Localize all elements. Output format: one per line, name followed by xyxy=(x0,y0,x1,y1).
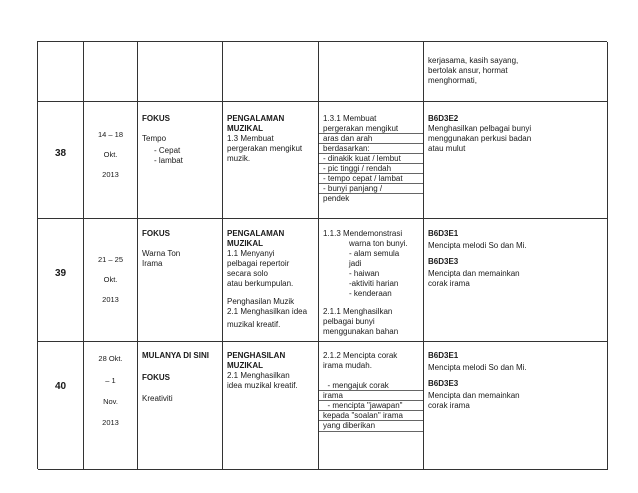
skill-text: Mencipta melodi So dan Mi. xyxy=(428,363,527,372)
outcome-line: - pic tinggi / rendah xyxy=(323,164,392,173)
date-cell xyxy=(84,42,138,102)
outcome-line: - haiwan xyxy=(349,269,380,278)
table-row xyxy=(38,42,608,102)
skill-text: atau mulut xyxy=(428,144,466,153)
standard-title: MUZIKAL xyxy=(227,239,263,248)
outcome-line: pergerakan mengikut xyxy=(323,124,399,133)
standard-title: PENGHASILAN xyxy=(227,351,286,360)
standard-cell xyxy=(223,342,319,470)
learning-outcome-cell xyxy=(319,219,424,342)
learning-outcome-cell xyxy=(319,42,424,102)
standard-title: PENGALAMAN xyxy=(227,229,285,238)
skill-code: B6D3E1 xyxy=(428,229,459,238)
skill-text: corak irama xyxy=(428,279,470,288)
outcome-line: pelbagai bunyi xyxy=(323,317,375,326)
standard-title: PENGALAMAN xyxy=(227,114,285,123)
date-line: Okt. xyxy=(103,275,118,284)
outcome-line: - alam semula xyxy=(349,249,400,258)
outcome-line: kepada "soalan" irama xyxy=(323,411,403,420)
focus-subtitle: Irama xyxy=(142,259,163,268)
skill-text: Mencipta dan memainkan xyxy=(428,391,520,400)
outcome-line: - dinakik kuat / lembut xyxy=(323,154,401,163)
core-value-line: bertolak ansur, hormat xyxy=(428,66,508,75)
skill-text: Mencipta melodi So dan Mi. xyxy=(428,241,527,250)
outcome-line: irama xyxy=(323,391,344,400)
outcome-line: 2.1.2 Mencipta corak xyxy=(323,351,398,360)
week-number: 39 xyxy=(54,268,67,279)
skill-code: B6D3E2 xyxy=(428,114,459,123)
standard-text: 2.1 Menghasilkan xyxy=(227,371,290,380)
standard-text: idea muzikal kreatif. xyxy=(227,381,298,390)
outcome-line: 2.1.1 Menghasilkan xyxy=(323,307,393,316)
standard-text: 2.1 Menghasilkan idea xyxy=(227,307,308,316)
week-number: 40 xyxy=(54,381,67,392)
standard-text: secara solo xyxy=(227,269,268,278)
standard-text: pergerakan mengikut xyxy=(227,144,303,153)
table-row xyxy=(38,102,608,219)
standard-title: MUZIKAL xyxy=(227,361,263,370)
outcome-line: - mengajuk corak xyxy=(323,381,389,390)
learning-outcome-cell xyxy=(319,102,424,219)
core-value-line: menghormati, xyxy=(428,76,477,85)
date-line: 21 – 25 xyxy=(97,255,124,264)
focus-item: - Cepat xyxy=(154,146,181,155)
core-value-cell xyxy=(424,42,608,102)
date-line: 28 Okt. xyxy=(98,354,123,363)
standard-text: atau berkumpulan. xyxy=(227,279,294,288)
date-line: 2013 xyxy=(102,295,119,304)
standard-text: 1.1 Menyanyi xyxy=(227,249,275,258)
standard-title: Penghasilan Muzik xyxy=(227,297,295,306)
outcome-line: 1.3.1 Membuat xyxy=(323,114,377,123)
focus-subtitle: Warna Ton xyxy=(142,249,181,258)
week-cell xyxy=(38,42,84,102)
date-line: Nov. xyxy=(103,397,118,406)
focus-cell xyxy=(138,219,223,342)
standard-cell xyxy=(223,42,319,102)
table-row xyxy=(38,342,608,470)
focus-item: - lambat xyxy=(154,156,183,165)
focus-cell xyxy=(138,342,223,470)
date-line: Okt. xyxy=(103,150,118,159)
divider xyxy=(319,431,423,432)
date-line: – 1 xyxy=(105,376,116,385)
date-line: 2013 xyxy=(102,170,119,179)
outcome-line: - kenderaan xyxy=(349,289,392,298)
standard-text: 1.3 Membuat xyxy=(227,134,274,143)
outcome-line: pendek xyxy=(323,194,350,203)
skill-text: corak irama xyxy=(428,401,470,410)
focus-cell xyxy=(138,42,223,102)
focus-title: FOKUS xyxy=(142,114,170,123)
outcome-line: - bunyi panjang / xyxy=(323,184,383,193)
outcome-line: - tempo cepat / lambat xyxy=(323,174,403,183)
outcome-line: - mencipta "jawapan" xyxy=(323,401,403,410)
standard-text: pelbagai repertoir xyxy=(227,259,290,268)
outcome-line: -aktiviti harian xyxy=(349,279,399,288)
focus-cell xyxy=(138,102,223,219)
learning-outcome-cell xyxy=(319,342,424,470)
week-cell xyxy=(38,102,84,219)
date-line: 2013 xyxy=(102,418,119,427)
skill-text: Menghasilkan pelbagai bunyi xyxy=(428,124,532,133)
core-value-line: kerjasama, kasih sayang, xyxy=(428,56,519,65)
lesson-plan-table xyxy=(37,41,607,469)
date-line: 14 – 18 xyxy=(97,130,124,139)
standard-text: muzik. xyxy=(227,154,251,163)
date-cell xyxy=(84,219,138,342)
focus-subtitle: Kreativiti xyxy=(142,394,173,403)
skill-code-cell xyxy=(424,342,608,470)
outcome-line: jadi xyxy=(349,259,362,268)
focus-title: FOKUS xyxy=(142,229,170,238)
skill-text: Mencipta dan memainkan xyxy=(428,269,520,278)
date-cell xyxy=(84,102,138,219)
skill-code: B6D3E1 xyxy=(428,351,459,360)
focus-title: FOKUS xyxy=(142,373,170,382)
standard-text: muzikal kreatif. xyxy=(227,320,281,329)
skill-code: B6D3E3 xyxy=(428,257,459,266)
skill-code: B6D3E3 xyxy=(428,379,459,388)
skill-code-cell xyxy=(424,219,608,342)
outcome-line: berdasarkan: xyxy=(323,144,370,153)
table-row xyxy=(38,219,608,342)
outcome-line: warna ton bunyi. xyxy=(349,239,408,248)
week-number: 38 xyxy=(54,148,67,159)
standard-title: MUZIKAL xyxy=(227,124,263,133)
week-cell xyxy=(38,219,84,342)
focus-subtitle: Tempo xyxy=(142,134,167,143)
outcome-line: menggunakan bahan xyxy=(323,327,399,336)
standard-cell xyxy=(223,219,319,342)
outcome-line: 1.1.3 Mendemonstrasi xyxy=(323,229,403,238)
week-cell xyxy=(38,342,84,470)
date-cell xyxy=(84,342,138,470)
outcome-line: irama mudah. xyxy=(323,361,372,370)
outcome-line: aras dan arah xyxy=(323,134,373,143)
focus-title: MULANYA DI SINI xyxy=(142,351,209,360)
outcome-line: yang diberikan xyxy=(323,421,376,430)
standard-cell xyxy=(223,102,319,219)
skill-text: menggunakan perkusi badan xyxy=(428,134,532,143)
skill-code-cell xyxy=(424,102,608,219)
